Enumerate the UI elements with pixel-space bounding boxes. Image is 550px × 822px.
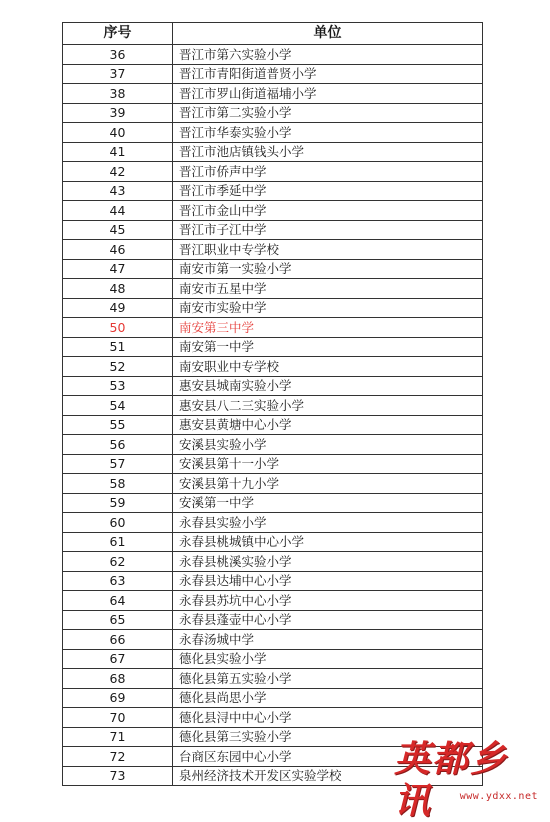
table-row <box>63 259 483 279</box>
table-row <box>63 103 483 123</box>
table-row <box>63 298 483 318</box>
table-row <box>63 279 483 299</box>
cell-no: 46 <box>63 240 173 260</box>
cell-no: 41 <box>63 142 173 162</box>
cell-unit: 惠安县八二三实验小学 <box>173 396 483 416</box>
table-row <box>63 493 483 513</box>
cell-no: 64 <box>63 591 173 611</box>
cell-no: 70 <box>63 708 173 728</box>
cell-no: 47 <box>63 259 173 279</box>
table-row <box>63 591 483 611</box>
table-row <box>63 415 483 435</box>
cell-no: 69 <box>63 688 173 708</box>
table-row <box>63 513 483 533</box>
cell-unit: 德化县第三实验小学 <box>173 727 483 747</box>
cell-no: 67 <box>63 649 173 669</box>
table-row <box>63 357 483 377</box>
cell-unit: 南安职业中专学校 <box>173 357 483 377</box>
cell-no: 48 <box>63 279 173 299</box>
table-row <box>63 688 483 708</box>
cell-unit: 晋江市子江中学 <box>173 220 483 240</box>
table-row <box>63 337 483 357</box>
cell-unit: 德化县浔中中心小学 <box>173 708 483 728</box>
cell-no: 63 <box>63 571 173 591</box>
cell-no: 53 <box>63 376 173 396</box>
watermark-url: www.ydxx.net <box>459 791 538 802</box>
cell-unit: 台商区东园中心小学 <box>173 747 483 767</box>
cell-no: 60 <box>63 513 173 533</box>
cell-unit: 惠安县黄塘中心小学 <box>173 415 483 435</box>
table-row <box>63 181 483 201</box>
cell-unit: 永春县苏坑中心小学 <box>173 591 483 611</box>
table-row <box>63 669 483 689</box>
cell-no: 55 <box>63 415 173 435</box>
table-row <box>63 552 483 572</box>
cell-unit: 永春汤城中学 <box>173 630 483 650</box>
cell-no: 40 <box>63 123 173 143</box>
cell-no: 71 <box>63 727 173 747</box>
table-row <box>63 45 483 65</box>
table-row <box>63 532 483 552</box>
table-row <box>63 649 483 669</box>
cell-unit: 德化县第五实验小学 <box>173 669 483 689</box>
cell-unit: 南安市五星中学 <box>173 279 483 299</box>
table-row <box>63 220 483 240</box>
table-row <box>63 201 483 221</box>
cell-unit: 安溪县第十九小学 <box>173 474 483 494</box>
cell-no: 51 <box>63 337 173 357</box>
cell-no: 45 <box>63 220 173 240</box>
cell-no: 59 <box>63 493 173 513</box>
table-row <box>63 84 483 104</box>
cell-unit: 南安第一中学 <box>173 337 483 357</box>
column-header-unit: 单位 <box>173 23 483 45</box>
cell-unit: 安溪第一中学 <box>173 493 483 513</box>
cell-unit: 永春县桃溪实验小学 <box>173 552 483 572</box>
table-row <box>63 376 483 396</box>
cell-no: 68 <box>63 669 173 689</box>
cell-unit: 永春县蓬壶中心小学 <box>173 610 483 630</box>
cell-no: 42 <box>63 162 173 182</box>
table-row <box>63 64 483 84</box>
cell-no: 50 <box>63 318 173 338</box>
table-row <box>63 123 483 143</box>
table-row <box>63 708 483 728</box>
table-row <box>63 318 483 338</box>
cell-unit: 永春县实验小学 <box>173 513 483 533</box>
cell-unit: 德化县尚思小学 <box>173 688 483 708</box>
cell-no: 43 <box>63 181 173 201</box>
table-row <box>63 240 483 260</box>
cell-no: 72 <box>63 747 173 767</box>
cell-no: 38 <box>63 84 173 104</box>
cell-unit: 德化县实验小学 <box>173 649 483 669</box>
cell-no: 36 <box>63 45 173 65</box>
cell-unit: 永春县达埔中心小学 <box>173 571 483 591</box>
cell-unit: 晋江市季延中学 <box>173 181 483 201</box>
site-watermark <box>394 738 544 822</box>
table-row <box>63 610 483 630</box>
cell-unit: 晋江市第六实验小学 <box>173 45 483 65</box>
cell-unit: 晋江市第二实验小学 <box>173 103 483 123</box>
cell-no: 37 <box>63 64 173 84</box>
school-roster-table <box>62 22 483 786</box>
cell-unit: 南安市实验中学 <box>173 298 483 318</box>
table-row <box>63 571 483 591</box>
table-row <box>63 396 483 416</box>
cell-no: 39 <box>63 103 173 123</box>
cell-no: 58 <box>63 474 173 494</box>
cell-unit: 惠安县城南实验小学 <box>173 376 483 396</box>
cell-no: 57 <box>63 454 173 474</box>
cell-unit: 晋江市金山中学 <box>173 201 483 221</box>
cell-unit: 南安第三中学 <box>173 318 483 338</box>
cell-no: 61 <box>63 532 173 552</box>
table-header-row <box>63 23 483 45</box>
table-row <box>63 162 483 182</box>
cell-no: 56 <box>63 435 173 455</box>
cell-unit: 晋江市侨声中学 <box>173 162 483 182</box>
cell-no: 49 <box>63 298 173 318</box>
cell-no: 66 <box>63 630 173 650</box>
cell-unit: 晋江职业中专学校 <box>173 240 483 260</box>
cell-no: 73 <box>63 766 173 786</box>
table-row <box>63 454 483 474</box>
cell-no: 65 <box>63 610 173 630</box>
table-row <box>63 435 483 455</box>
cell-no: 44 <box>63 201 173 221</box>
cell-no: 52 <box>63 357 173 377</box>
table-row <box>63 630 483 650</box>
cell-no: 62 <box>63 552 173 572</box>
cell-unit: 晋江市华泰实验小学 <box>173 123 483 143</box>
watermark-logo-text: 英都乡讯 <box>394 738 509 822</box>
cell-no: 54 <box>63 396 173 416</box>
cell-unit: 永春县桃城镇中心小学 <box>173 532 483 552</box>
cell-unit: 南安市第一实验小学 <box>173 259 483 279</box>
cell-unit: 安溪县第十一小学 <box>173 454 483 474</box>
cell-unit: 泉州经济技术开发区实验学校 <box>173 766 483 786</box>
table-row <box>63 142 483 162</box>
table-row <box>63 474 483 494</box>
table-body <box>63 45 483 786</box>
cell-unit: 晋江市池店镇钱头小学 <box>173 142 483 162</box>
cell-unit: 晋江市罗山街道福埔小学 <box>173 84 483 104</box>
cell-unit: 晋江市青阳街道普贤小学 <box>173 64 483 84</box>
column-header-no: 序号 <box>63 23 173 45</box>
cell-unit: 安溪县实验小学 <box>173 435 483 455</box>
